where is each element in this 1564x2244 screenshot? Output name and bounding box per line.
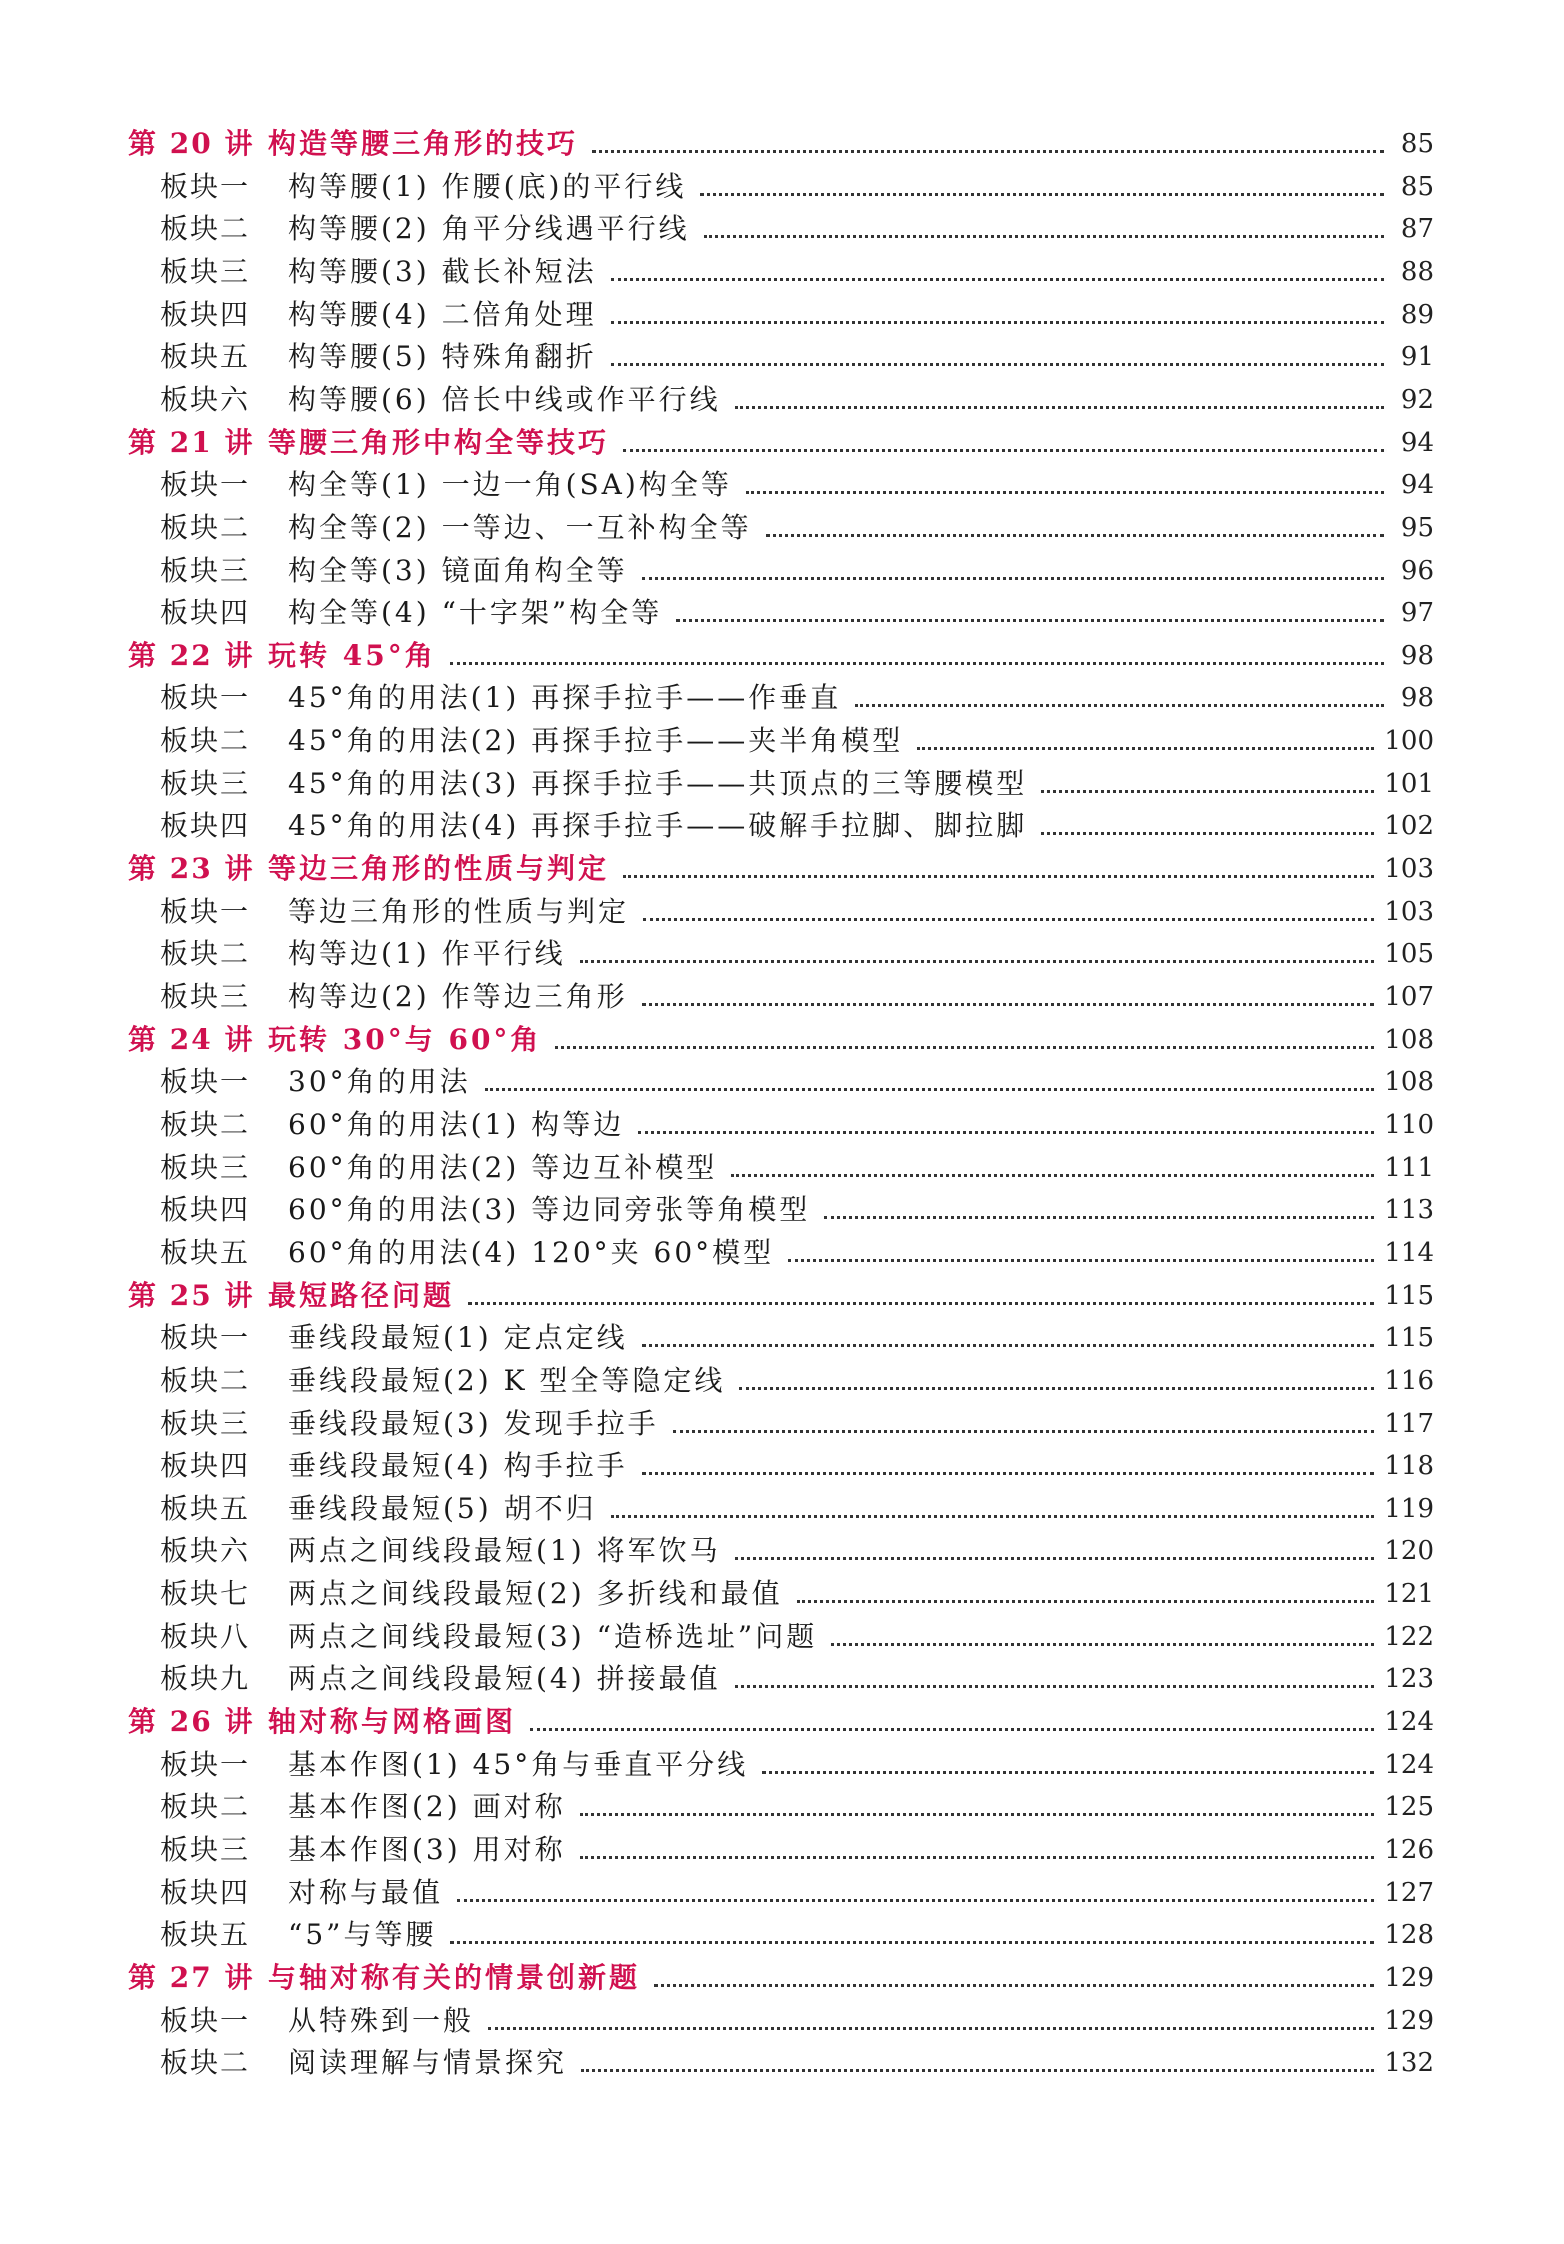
entry-title: 等边三角形的性质与判定	[268, 852, 610, 886]
entry-title: 阅读理解与情景探究	[288, 2046, 568, 2080]
entry-page-number: 97	[1400, 598, 1434, 629]
dot-leader	[642, 1344, 1375, 1347]
entry-number: 板块四	[160, 1875, 251, 1909]
entry-title: 构全等(2) 一等边、一互补构全等	[288, 510, 752, 544]
entry-number: 板块三	[160, 553, 251, 587]
entry-number: 板块二	[160, 2046, 251, 2080]
dot-leader	[580, 960, 1375, 963]
toc-block-entry	[160, 1150, 1434, 1186]
entry-number: 板块二	[160, 724, 251, 758]
toc-lecture-entry	[128, 1022, 1434, 1058]
entry-number: 板块一	[160, 681, 251, 715]
toc-block-entry	[160, 1747, 1434, 1783]
entry-title: 垂线段最短(5) 胡不归	[288, 1491, 597, 1525]
toc-lecture-entry	[128, 638, 1434, 674]
entry-number: 板块一	[160, 1321, 251, 1355]
toc-lecture-entry	[128, 1960, 1434, 1996]
dot-leader	[457, 1899, 1374, 1902]
entry-number: 板块一	[160, 1065, 251, 1099]
toc-block-entry	[160, 1363, 1434, 1399]
toc-block-entry	[160, 339, 1434, 375]
toc-block-entry	[160, 1917, 1434, 1953]
entry-title: 构等腰(2) 角平分线遇平行线	[288, 212, 690, 246]
entry-number: 板块二	[160, 1107, 251, 1141]
entry-number: 板块二	[160, 212, 251, 246]
entry-number: 板块四	[160, 596, 251, 630]
entry-title: 构等边(2) 作等边三角形	[288, 980, 628, 1013]
dot-leader	[485, 1088, 1375, 1091]
entry-number: 板块五	[160, 1491, 251, 1525]
entry-title: 45°角的用法(3) 再探手拉手——共顶点的三等腰模型	[288, 766, 1028, 800]
entry-title: 对称与最值	[288, 1875, 444, 1909]
toc-block-entry	[160, 510, 1434, 546]
toc-block-entry	[160, 979, 1434, 1015]
entry-number: 第 23 讲	[128, 852, 255, 886]
entry-page-number: 119	[1384, 1493, 1434, 1524]
entry-title: 玩转 45°角	[268, 638, 436, 672]
entry-title: 基本作图(3) 用对称	[288, 1833, 566, 1866]
dot-leader	[824, 1216, 1374, 1219]
entry-number: 板块二	[160, 510, 251, 544]
entry-number: 板块七	[160, 1577, 251, 1611]
entry-page-number: 94	[1400, 470, 1434, 501]
entry-number: 第 25 讲	[128, 1278, 255, 1312]
toc-block-entry	[160, 1064, 1434, 1100]
entry-page-number: 105	[1384, 939, 1434, 970]
dot-leader	[700, 193, 1384, 196]
dot-leader	[642, 1003, 1375, 1006]
dot-leader	[735, 1557, 1375, 1560]
entry-page-number: 89	[1400, 299, 1434, 330]
toc-block-entry	[160, 382, 1434, 418]
entry-number: 板块九	[160, 1662, 251, 1696]
entry-page-number: 125	[1384, 1792, 1434, 1823]
entry-title: 两点之间线段最短(4) 拼接最值	[288, 1662, 721, 1696]
dot-leader	[643, 918, 1374, 921]
entry-page-number: 108	[1384, 1024, 1434, 1055]
entry-page-number: 129	[1384, 2005, 1434, 2036]
entry-page-number: 127	[1384, 1877, 1434, 1908]
entry-page-number: 87	[1400, 214, 1434, 245]
dot-leader	[673, 1430, 1375, 1433]
dot-leader	[704, 235, 1384, 238]
entry-page-number: 129	[1384, 1962, 1434, 1993]
toc-block-entry	[160, 936, 1434, 972]
entry-title: 轴对称与网格画图	[268, 1705, 517, 1739]
entry-title: 从特殊到一般	[288, 2003, 475, 2037]
dot-leader	[731, 1174, 1374, 1177]
dot-leader	[735, 406, 1384, 409]
toc-block-entry	[160, 766, 1434, 802]
entry-title: 最短路径问题	[268, 1278, 455, 1312]
entry-number: 板块二	[160, 1790, 251, 1824]
entry-page-number: 128	[1384, 1920, 1434, 1951]
toc-lecture-entry	[128, 126, 1434, 162]
entry-page-number: 114	[1384, 1237, 1434, 1268]
entry-number: 板块三	[160, 1150, 251, 1184]
entry-title: 构等腰(3) 截长补短法	[288, 254, 597, 288]
entry-number: 板块六	[160, 1534, 251, 1568]
entry-title: 两点之间线段最短(1) 将军饮马	[288, 1534, 721, 1568]
entry-page-number: 124	[1384, 1749, 1434, 1780]
entry-page-number: 91	[1400, 342, 1434, 373]
entry-page-number: 132	[1384, 2048, 1434, 2079]
toc-lecture-entry	[128, 1278, 1434, 1314]
entry-number: 第 21 讲	[128, 425, 255, 459]
entry-number: 板块三	[160, 1406, 251, 1440]
entry-page-number: 95	[1400, 512, 1434, 543]
toc-block-entry	[160, 1107, 1434, 1143]
entry-number: 板块四	[160, 1449, 251, 1483]
entry-page-number: 107	[1384, 982, 1434, 1012]
toc-block-entry	[160, 297, 1434, 333]
entry-page-number: 85	[1400, 129, 1434, 159]
entry-title: 60°角的用法(4) 120°夹 60°模型	[288, 1235, 775, 1269]
entry-title: 构等腰(5) 特殊角翻折	[288, 340, 597, 374]
entry-number: 第 27 讲	[128, 1960, 255, 1994]
entry-page-number: 88	[1400, 256, 1434, 287]
entry-page-number: 123	[1384, 1664, 1434, 1695]
entry-page-number: 113	[1384, 1195, 1434, 1226]
entry-title: 两点之间线段最短(3) “造桥选址”问题	[288, 1619, 818, 1653]
dot-leader	[642, 1472, 1375, 1475]
entry-number: 板块一	[160, 894, 251, 928]
dot-leader	[917, 747, 1374, 750]
entry-page-number: 101	[1384, 768, 1434, 799]
dot-leader	[638, 1131, 1374, 1134]
entry-number: 板块二	[160, 1363, 251, 1397]
toc-block-entry	[160, 1619, 1434, 1655]
toc-block-entry	[160, 1491, 1434, 1527]
entry-title: 构等腰(6) 倍长中线或作平行线	[288, 382, 721, 416]
entry-title: 垂线段最短(1) 定点定线	[288, 1321, 628, 1355]
entry-title: “5”与等腰	[288, 1918, 437, 1952]
dot-leader	[450, 662, 1384, 665]
toc-block-entry	[160, 1235, 1434, 1271]
dot-leader	[788, 1259, 1374, 1262]
toc-block-entry	[160, 680, 1434, 716]
dot-leader	[739, 1387, 1374, 1390]
entry-number: 板块五	[160, 340, 251, 374]
entry-title: 45°角的用法(4) 再探手拉手——破解手拉脚、脚拉脚	[288, 809, 1028, 843]
dot-leader	[580, 1856, 1375, 1859]
dot-leader	[611, 363, 1384, 366]
toc-block-entry	[160, 1192, 1434, 1228]
entry-title: 两点之间线段最短(2) 多折线和最值	[288, 1577, 783, 1611]
entry-title: 45°角的用法(1) 再探手拉手——作垂直	[288, 681, 842, 715]
entry-page-number: 118	[1384, 1451, 1434, 1482]
entry-page-number: 120	[1384, 1536, 1434, 1567]
entry-title: 60°角的用法(3) 等边同旁张等角模型	[288, 1193, 811, 1227]
entry-number: 板块一	[160, 1747, 251, 1781]
toc-block-entry	[160, 1875, 1434, 1911]
entry-page-number: 85	[1400, 171, 1434, 202]
toc-block-entry	[160, 1406, 1434, 1442]
entry-page-number: 100	[1384, 726, 1434, 757]
toc-lecture-entry	[128, 851, 1434, 887]
toc-block-entry	[160, 595, 1434, 631]
entry-page-number: 115	[1384, 1280, 1434, 1311]
dot-leader	[450, 1941, 1374, 1944]
entry-page-number: 96	[1400, 555, 1434, 586]
entry-title: 构全等(3) 镜面角构全等	[288, 553, 628, 587]
toc-block-entry	[160, 169, 1434, 205]
entry-title: 构全等(4) “十字架”构全等	[288, 596, 663, 630]
entry-number: 第 26 讲	[128, 1705, 255, 1739]
entry-page-number: 117	[1384, 1408, 1434, 1439]
toc-block-entry	[160, 467, 1434, 503]
toc-block-entry	[160, 211, 1434, 247]
dot-leader	[1041, 790, 1374, 793]
entry-title: 等腰三角形中构全等技巧	[268, 425, 610, 459]
entry-page-number: 94	[1400, 427, 1434, 458]
entry-number: 板块一	[160, 468, 251, 502]
toc-block-entry	[160, 1320, 1434, 1356]
toc-block-entry	[160, 1832, 1434, 1868]
entry-page-number: 103	[1384, 854, 1434, 885]
entry-title: 基本作图(2) 画对称	[288, 1790, 566, 1824]
dot-leader	[735, 1685, 1375, 1688]
entry-page-number: 126	[1384, 1835, 1434, 1865]
toc-block-entry	[160, 254, 1434, 290]
entry-number: 板块三	[160, 254, 251, 288]
dot-leader	[797, 1600, 1375, 1603]
toc-block-entry	[160, 2045, 1434, 2081]
entry-title: 构全等(1) 一边一角(SA)构全等	[288, 468, 732, 502]
dot-leader	[592, 150, 1384, 153]
entry-number: 板块五	[160, 1235, 251, 1269]
entry-number: 板块一	[160, 169, 251, 203]
entry-title: 构等腰(4) 二倍角处理	[288, 297, 597, 331]
toc-block-entry	[160, 553, 1434, 589]
entry-number: 板块三	[160, 766, 251, 800]
entry-page-number: 115	[1384, 1323, 1434, 1354]
entry-number: 板块五	[160, 1918, 251, 1952]
entry-title: 垂线段最短(2) K 型全等隐定线	[288, 1363, 726, 1397]
dot-leader	[611, 1515, 1375, 1518]
dot-leader	[468, 1302, 1374, 1305]
dot-leader	[580, 1813, 1375, 1816]
entry-title: 60°角的用法(2) 等边互补模型	[288, 1150, 718, 1184]
entry-number: 板块六	[160, 382, 251, 416]
dot-leader	[530, 1728, 1374, 1731]
entry-page-number: 122	[1384, 1621, 1434, 1652]
entry-title: 等边三角形的性质与判定	[288, 894, 630, 928]
entry-title: 垂线段最短(4) 构手拉手	[288, 1449, 628, 1483]
entry-title: 45°角的用法(2) 再探手拉手——夹半角模型	[288, 724, 904, 758]
dot-leader	[623, 449, 1384, 452]
toc-block-entry	[160, 894, 1434, 930]
entry-number: 板块二	[160, 937, 251, 971]
entry-page-number: 110	[1384, 1109, 1434, 1140]
dot-leader	[488, 2027, 1374, 2030]
toc-block-entry	[160, 1789, 1434, 1825]
toc-block-entry	[160, 1661, 1434, 1697]
entry-title: 构等腰(1) 作腰(底)的平行线	[288, 169, 687, 203]
dot-leader	[611, 321, 1384, 324]
dot-leader	[676, 619, 1384, 622]
entry-page-number: 102	[1384, 811, 1434, 842]
entry-number: 板块四	[160, 809, 251, 843]
dot-leader	[831, 1643, 1374, 1646]
entry-title: 构造等腰三角形的技巧	[268, 127, 579, 160]
toc-block-entry	[160, 723, 1434, 759]
toc-block-entry	[160, 2003, 1434, 2039]
entry-page-number: 124	[1384, 1707, 1434, 1738]
toc-lecture-entry	[128, 425, 1434, 461]
entry-title: 玩转 30°与 60°角	[268, 1022, 542, 1056]
entry-number: 第 22 讲	[128, 638, 255, 672]
entry-page-number: 116	[1384, 1365, 1434, 1396]
entry-title: 构等边(1) 作平行线	[288, 937, 566, 971]
dot-leader	[555, 1046, 1374, 1049]
toc-lecture-entry	[128, 1704, 1434, 1740]
dot-leader	[762, 1771, 1374, 1774]
entry-number: 板块八	[160, 1619, 251, 1653]
entry-number: 板块四	[160, 297, 251, 331]
toc-block-entry	[160, 1448, 1434, 1484]
dot-leader	[623, 875, 1374, 878]
toc-block-entry	[160, 1576, 1434, 1612]
entry-page-number: 121	[1384, 1579, 1434, 1610]
entry-page-number: 108	[1384, 1067, 1434, 1098]
dot-leader	[642, 577, 1384, 580]
dot-leader	[654, 1984, 1374, 1987]
entry-page-number: 111	[1384, 1152, 1434, 1183]
dot-leader	[746, 491, 1384, 494]
dot-leader	[855, 704, 1384, 707]
entry-number: 板块三	[160, 1833, 251, 1866]
dot-leader	[1041, 832, 1374, 835]
entry-page-number: 98	[1400, 683, 1434, 714]
entry-number: 第 24 讲	[128, 1022, 255, 1056]
entry-page-number: 92	[1400, 384, 1434, 415]
dot-leader	[581, 2069, 1374, 2072]
toc-block-entry	[160, 1533, 1434, 1569]
entry-number: 第 20 讲	[128, 127, 255, 160]
entry-page-number: 98	[1400, 640, 1434, 671]
entry-title: 与轴对称有关的情景创新题	[268, 1960, 641, 1994]
dot-leader	[766, 534, 1384, 537]
toc-block-entry	[160, 808, 1434, 844]
entry-title: 基本作图(1) 45°角与垂直平分线	[288, 1747, 749, 1781]
entry-number: 板块一	[160, 2003, 251, 2037]
entry-title: 30°角的用法	[288, 1065, 471, 1099]
entry-title: 60°角的用法(1) 构等边	[288, 1107, 625, 1141]
entry-title: 垂线段最短(3) 发现手拉手	[288, 1406, 659, 1440]
entry-number: 板块三	[160, 980, 251, 1013]
entry-number: 板块四	[160, 1193, 251, 1227]
entry-page-number: 103	[1384, 896, 1434, 927]
dot-leader	[611, 278, 1384, 281]
